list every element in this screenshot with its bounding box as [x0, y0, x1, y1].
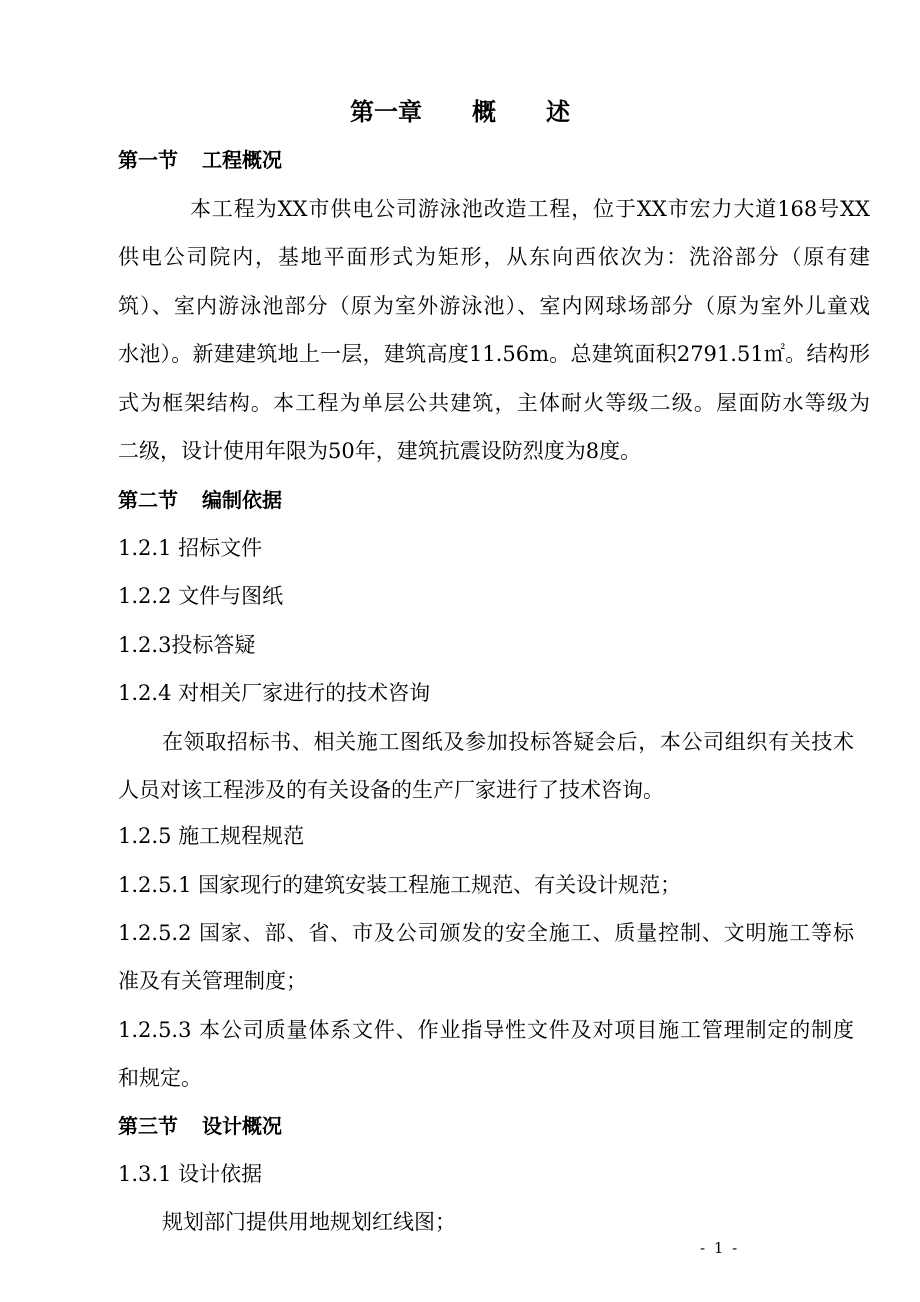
section-title: 设计概况: [202, 1114, 282, 1138]
paragraph-line: 式为框架结构。本工程为单层公共建筑，主体耐火等级二级。屋面防水等级为: [118, 391, 870, 415]
list-item: 1.3.1 设计依据: [118, 1162, 263, 1186]
chapter-title-part1: 第一章: [350, 98, 422, 126]
list-item: 1.2.3投标答疑: [118, 633, 256, 657]
list-item-continued: 和规定。: [118, 1066, 202, 1090]
list-item: 1.2.5.3 本公司质量体系文件、作业指导性文件及对项目施工管理制定的制度: [118, 1018, 854, 1042]
section-title: 工程概况: [202, 148, 282, 172]
paragraph-line: 本工程为XX市供电公司游泳池改造工程，位于XX市宏力大道168号XX: [190, 197, 870, 221]
chapter-title: [0, 96, 920, 128]
list-item: 1.2.2 文件与图纸: [118, 584, 284, 608]
section-heading-3: [118, 1112, 282, 1140]
section-heading-2: [118, 486, 282, 514]
section-heading-1: [118, 146, 282, 174]
section-number: 第一节: [118, 148, 178, 172]
paragraph-line: 供电公司院内，基地平面形式为矩形，从东向西依次为：洗浴部分（原有建: [118, 245, 870, 269]
paragraph-line: 二级，设计使用年限为50年，建筑抗震设防烈度为8度。: [118, 439, 642, 463]
list-item: 1.2.1 招标文件: [118, 536, 263, 560]
list-item: 1.2.5.1 国家现行的建筑安装工程施工规范、有关设计规范；: [118, 873, 682, 897]
paragraph-line: 筑）、室内游泳池部分（原为室外游泳池）、室内网球场部分（原为室外儿童戏: [118, 294, 870, 318]
list-item: 1.2.4 对相关厂家进行的技术咨询: [118, 681, 431, 705]
paragraph-line: 人员对该工程涉及的有关设备的生产厂家进行了技术咨询。: [118, 778, 664, 802]
paragraph-line: 规划部门提供用地规划红线图；: [162, 1210, 456, 1234]
section-number: 第二节: [118, 488, 178, 512]
page-number: - 1 -: [700, 1239, 740, 1257]
list-item: 1.2.5.2 国家、部、省、市及公司颁发的安全施工、质量控制、文明施工等标: [118, 921, 854, 945]
paragraph-line: 在领取招标书、相关施工图纸及参加投标答疑会后，本公司组织有关技术: [162, 730, 854, 754]
paragraph-line: 水池）。新建建筑地上一层，建筑高度11.56m。总建筑面积2791.51㎡。结构形: [118, 342, 870, 366]
list-item: 1.2.5 施工规程规范: [118, 824, 305, 848]
section-title: 编制依据: [202, 488, 282, 512]
chapter-title-part2: 概: [472, 98, 496, 126]
chapter-title-part3: 述: [546, 98, 570, 126]
list-item-continued: 准及有关管理制度；: [118, 969, 307, 993]
section-number: 第三节: [118, 1114, 178, 1138]
